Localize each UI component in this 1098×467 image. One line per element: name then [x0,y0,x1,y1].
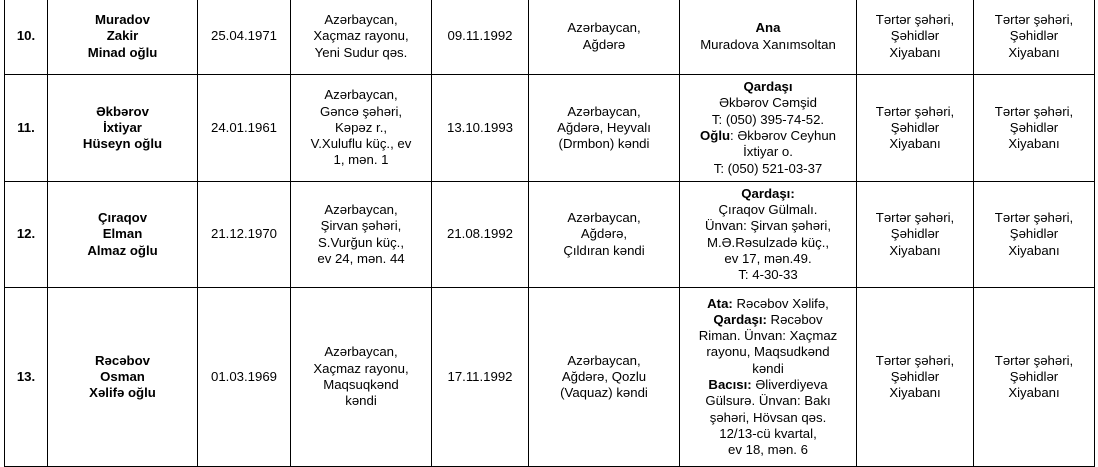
cell-line: Xaçmaz rayonu, [313,360,409,376]
cell-line: Elman [102,226,143,242]
burial-place [857,288,974,467]
relative-text: Gülsurə. Ünvan: Bakı [705,393,831,409]
cell-line: Rəcəbov [95,352,150,368]
cell-line: Yeni Sudur qəs. [314,44,408,60]
death-place [529,182,680,288]
cell-line: Əkbərov [96,103,149,119]
relative-line [684,410,852,426]
relative-text: ev 18, mən. 6 [728,442,808,458]
relative-line [684,442,852,458]
relative-text: Çıraqov Gülmalı. [718,201,818,217]
relative-text: ev 17, mən.49. [724,250,812,266]
relative-line [684,161,852,177]
cell-line: Azərbaycan, [567,352,641,368]
cell-line: Xəlifə oğlu [89,385,156,401]
cell-line: Xiyabanı [1008,385,1060,401]
cell-line: Xiyabanı [1008,136,1060,152]
relative-line [684,328,852,344]
relative-label: Qardaşı: [741,185,795,201]
relative-text: kəndi [752,360,784,376]
relative-line [684,393,852,409]
relative-line [684,128,852,144]
martyrs-registry-table [4,0,1095,467]
cell-line: Şəhidlər [890,119,940,135]
cell-line: Zakir [106,28,139,44]
relative-text: Əliverdiyeva [751,377,828,392]
cell-line: S.Vurğun küç., [317,234,404,250]
cell-line: kəndi [345,393,377,409]
cell-line: Xiyabanı [1008,44,1060,60]
relative-text: 12/13-cü kvartal, [719,425,817,441]
cell-line: Azərbaycan, [324,344,398,360]
cell-line: Tərtər şəhəri, [875,352,955,368]
table-row [5,0,1095,75]
death-date: 21.08.1992 [432,182,529,288]
cell-line: Ağdərə, Heyvalı [557,119,651,135]
cell-line: Tərtər şəhəri, [994,103,1074,119]
relative-line [684,37,852,53]
cell-line: Tərtər şəhəri, [875,210,955,226]
cell-line: Şəhidlər [1009,368,1059,384]
relative-text: T: (050) 521-03-37 [713,160,823,176]
cell-line: V.Xuluflu küç., ev [310,136,412,152]
cell-line: (Drmbon) kəndi [558,136,650,152]
death-place [529,288,680,467]
cell-line: Tərtər şəhəri, [994,12,1074,28]
row-number: 12. [5,182,48,288]
burial-place [857,182,974,288]
death-place [529,0,680,75]
relative-label: Ana [755,20,781,36]
cell-line: Maqsuqkənd [323,377,399,392]
cell-line: Şəhidlər [1009,119,1059,135]
row-number: 13. [5,288,48,467]
relative-text: T: 4-30-33 [738,267,798,283]
cell-line: Azərbaycan, [567,20,641,36]
relative-line [684,251,852,267]
burial-place [857,0,974,75]
relative-text: İxtiyar o. [743,144,793,160]
cell-line: Xaçmaz rayonu, [313,28,409,44]
burial-place-2 [974,0,1095,75]
relative-line [684,377,852,393]
relative-line [684,112,852,128]
relative-text: Rəcəbov Xəlifə, [732,295,829,311]
home-address [291,75,432,182]
table-row [5,288,1095,467]
relative-text: Riman. Ünvan: Xaçmaz [698,328,838,344]
cell-line: Tərtər şəhəri, [875,12,955,28]
death-place [529,75,680,182]
cell-line: Azərbaycan, [567,210,641,226]
birth-date: 25.04.1971 [198,0,291,75]
cell-line: Şəhidlər [1009,28,1059,44]
relative-text: Muradova Xanımsoltan [700,36,836,52]
relative-label: Ata: [707,295,733,311]
cell-line: Xiyabanı [889,242,941,258]
burial-place-2 [974,182,1095,288]
cell-line: (Vaquaz) kəndi [560,385,648,401]
relative-line [684,312,852,328]
cell-line: ev 24, mən. 44 [317,250,405,266]
cell-line: Almaz oğlu [87,242,158,258]
burial-place [857,75,974,182]
burial-place-2 [974,288,1095,467]
person-name [48,75,198,182]
cell-line: Xiyabanı [1008,242,1060,258]
relative-line [684,20,852,36]
row-number: 10. [5,0,48,75]
cell-line: Şəhidlər [890,368,940,384]
relative-text: Ünvan: Şirvan şəhəri, [704,218,832,234]
death-date: 17.11.1992 [432,288,529,467]
home-address [291,0,432,75]
death-date: 13.10.1993 [432,75,529,182]
birth-date: 21.12.1970 [198,182,291,288]
relative-line [684,267,852,283]
cell-line: Ağdərə, [580,226,628,242]
cell-line: Hüseyn oğlu [82,136,163,152]
death-date: 09.11.1992 [432,0,529,75]
relatives-info [680,75,857,182]
relative-label: Bacısı: [708,377,752,392]
relative-line [684,426,852,442]
cell-line: Şəhidlər [890,226,940,242]
cell-line: Tərtər şəhəri, [994,352,1074,368]
cell-line: Gəncə şəhəri, [319,103,403,119]
relative-text: rayonu, Maqsudkənd [706,344,830,360]
relative-text: şəhəri, Hövsan qəs. [709,409,827,425]
birth-date: 01.03.1969 [198,288,291,467]
relative-line [684,79,852,95]
cell-line: Xiyabanı [889,44,941,60]
relative-line [684,344,852,360]
cell-line: Azərbaycan, [324,12,398,28]
table-row [5,75,1095,182]
relatives-info [680,182,857,288]
relative-line [684,361,852,377]
relative-line [684,202,852,218]
relative-line [684,144,852,160]
table-row [5,182,1095,288]
cell-line: Azərbaycan, [324,201,398,217]
home-address [291,288,432,467]
birth-date: 24.01.1961 [198,75,291,182]
person-name [48,0,198,75]
row-number: 11. [5,75,48,182]
person-name [48,182,198,288]
cell-line: Muradov [95,12,150,28]
cell-line: 1, mən. 1 [333,152,389,168]
relative-label: Oğlu [700,128,731,143]
relatives-info [680,0,857,75]
burial-place-2 [974,75,1095,182]
cell-line: Çıraqov [97,210,148,226]
cell-line: Şəhidlər [1009,226,1059,242]
cell-line: Kəpəz r., [334,119,388,135]
cell-line: Tərtər şəhəri, [875,103,955,119]
cell-line: Şəhidlər [890,28,940,44]
cell-line: Azərbaycan, [324,87,398,103]
cell-line: Azərbaycan, [567,103,641,119]
cell-line: Xiyabanı [889,136,941,152]
relative-text: : Əkbərov Ceyhun [730,128,836,143]
relatives-info [680,288,857,467]
relative-line [684,218,852,234]
relative-label: Qardaşı [743,79,793,95]
cell-line: Çıldıran kəndi [563,242,645,258]
cell-line: Ağdərə, Qozlu [561,368,647,384]
relative-text: Rəcəbov [766,311,823,327]
relative-line [684,186,852,202]
home-address [291,182,432,288]
cell-line: Xiyabanı [889,385,941,401]
relative-line [684,235,852,251]
relative-line [684,296,852,312]
cell-line: Tərtər şəhəri, [994,210,1074,226]
relative-text: T: (050) 395-74-52. [711,111,825,127]
relative-line [684,95,852,111]
cell-line: Şirvan şəhəri, [320,218,402,234]
cell-line: Minad oğlu [87,44,158,60]
cell-line: Osman [100,368,145,384]
person-name [48,288,198,467]
cell-line: Ağdərə [582,36,626,52]
relative-label: Qardaşı: [713,311,767,327]
relative-text: M.Ə.Rəsulzadə küç., [706,234,830,250]
cell-line: İxtiyar [103,119,142,135]
relative-text: Əkbərov Cəmşid [719,95,817,111]
